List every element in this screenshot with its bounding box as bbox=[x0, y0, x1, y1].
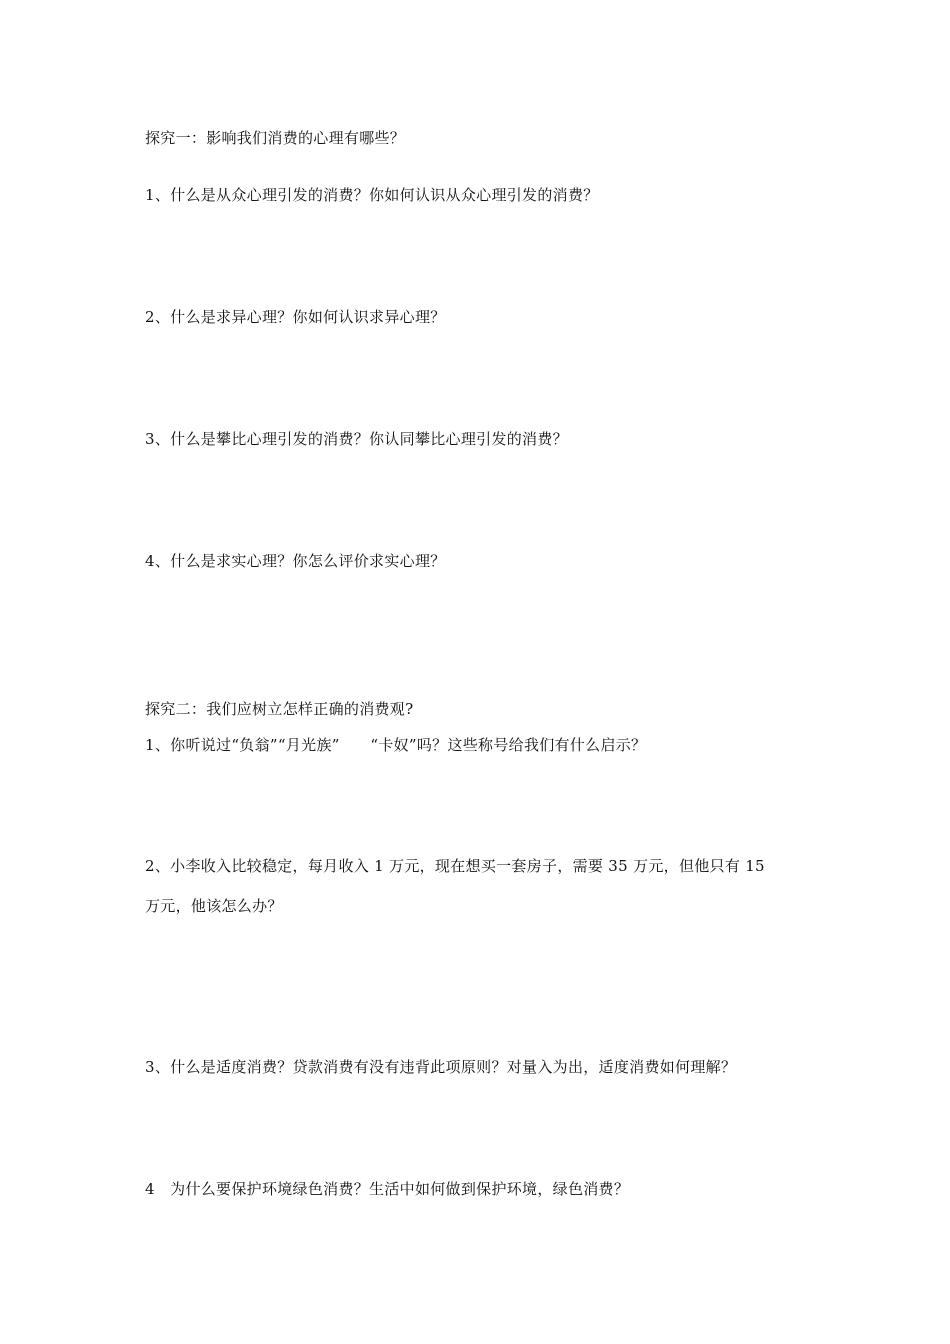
section2-heading: 探究二：我们应树立怎样正确的消费观? bbox=[145, 700, 414, 718]
section1-heading: 探究一：影响我们消费的心理有哪些？ bbox=[145, 129, 406, 147]
section1-question-1: 1、什么是从众心理引发的消费？你如何认识从众心理引发的消费？ bbox=[145, 186, 599, 204]
section1-question-4: 4、什么是求实心理？你怎么评价求实心理？ bbox=[145, 552, 446, 570]
section2-question-2-line-2: 万元，他该怎么办？ bbox=[145, 897, 283, 915]
section1-question-3: 3、什么是攀比心理引发的消费？你认同攀比心理引发的消费？ bbox=[145, 430, 568, 448]
section1-question-2: 2、什么是求异心理？你如何认识求异心理？ bbox=[145, 308, 446, 326]
section2-question-4: 4 为什么要保护环境绿色消费？生活中如何做到保护环境，绿色消费？ bbox=[145, 1180, 630, 1198]
section2-question-1: 1、你听说过“负翁”“月光族” “卡奴”吗？这些称号给我们有什么启示？ bbox=[145, 736, 647, 754]
section2-question-2-line-1: 2、小李收入比较稳定，每月收入 1 万元，现在想买一套房子，需要 35 万元，但他只有 15 bbox=[145, 857, 765, 875]
section2-question-3: 3、什么是适度消费？贷款消费有没有违背此项原则？对量入为出，适度消费如何理解？ bbox=[145, 1058, 737, 1076]
